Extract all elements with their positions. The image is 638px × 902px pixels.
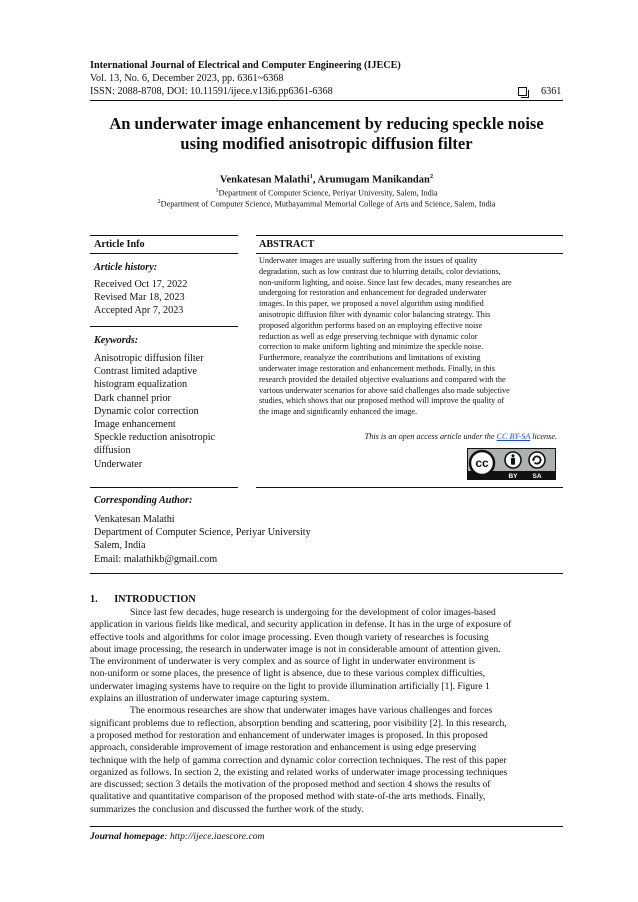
- abstract-line: images. In this paper, we proposed a novel algorithm using modified: [259, 299, 484, 309]
- abstract-line: the image and significantly enhanced the image.: [259, 407, 418, 417]
- keyword-item: Anisotropic diffusion filter: [94, 353, 204, 364]
- corresponding-department: Department of Computer Science, Periyar University: [94, 527, 311, 539]
- abstract-line: Underwater images are usually suffering from the issues of quality: [259, 256, 478, 265]
- title-line-2: using modified anisotropic diffusion filter: [180, 134, 473, 153]
- body-line: effective tools and algorithms for color image processing. Even though variety of researches is focusing: [90, 631, 489, 643]
- abstract-bottom-rule: [256, 487, 563, 488]
- abstract-line: various underwater scenarios for above said challenges also made subjective: [259, 385, 510, 395]
- body-line: organized as follows. In section 2, the existing and related works of underwater image processing techniques: [90, 766, 508, 778]
- oa-suffix: license.: [530, 432, 557, 441]
- cc-by-sa-badge-icon[interactable]: [467, 448, 556, 480]
- body-line: qualitative and quantitative comparison of the proposed method with state-of-the arts methods. Finally,: [90, 791, 486, 803]
- page-number: 6361: [541, 86, 562, 97]
- author-1: Venkatesan Malathi: [219, 174, 310, 186]
- journal-homepage: [90, 831, 264, 842]
- page-marker: [518, 86, 561, 97]
- keyword-item: diffusion: [94, 445, 131, 457]
- keywords-list: [94, 352, 215, 471]
- keyword-item: Contrast limited adaptive: [94, 366, 197, 378]
- body-line: underwater imaging systems have to require on the light to provide illumination artificially [1]. Figure 1: [90, 680, 490, 692]
- body-line: a proposed method for restoration and enhancement of underwater images is proposed. In this proposed: [90, 729, 488, 741]
- corresponding-bottom-rule: [90, 573, 563, 574]
- oa-prefix: This is an open access article under the: [364, 432, 497, 441]
- corresponding-email[interactable]: Email: malathikb@gmail.com: [94, 553, 218, 565]
- abstract-line: research provided the detailed objective evaluations and compared with the: [259, 374, 506, 384]
- author-1-sup: 1: [309, 173, 313, 180]
- abstract-body: [259, 256, 559, 418]
- article-info-rule: [90, 253, 238, 254]
- body-line: significant problems due to reflection, absorption bending and scattering, poor visibility [2]. In this research,: [90, 717, 507, 729]
- abstract-rule: [256, 253, 563, 254]
- affiliation-2-text: Department of Computer Science, Muthayammal Memorial College of Arts and Science, Salem, India: [160, 199, 496, 209]
- article-history: [94, 278, 187, 318]
- body-line: approach, considerable improvement of image restoration and enhancement is using edge preserving: [90, 742, 477, 754]
- page-box-icon: [518, 87, 527, 96]
- body-line: Since last few decades, huge research is undergoing for the development of color images-based: [130, 607, 496, 618]
- abstract-line: anisotropic diffusion filter with dynamic color balancing strategy. This: [259, 309, 491, 319]
- keyword-item: Underwater: [94, 458, 143, 470]
- open-access-notice: [259, 432, 557, 441]
- author-2: Arumugam Manikandan: [317, 174, 430, 186]
- paper-title: [90, 114, 563, 154]
- body-line: summarizes the conclusion and discussed the further work of the study.: [90, 803, 364, 815]
- body-line: The environment of underwater is very complex and as source of light in underwater environment is: [90, 656, 475, 668]
- introduction-body: [90, 607, 563, 816]
- revised-date: Revised Mar 18, 2023: [94, 292, 185, 304]
- article-info-heading: Article Info: [94, 239, 145, 250]
- body-line: technique with the help of gamma correction and dynamic color correction techniques. The rest of this paper: [90, 754, 507, 766]
- affiliation-1-text: Department of Computer Science, Periyar University, Salem, India: [218, 188, 438, 198]
- keyword-item: Speckle reduction anisotropic: [94, 432, 216, 444]
- homepage-url[interactable]: : http://ijece.iaescore.com: [164, 831, 265, 842]
- accepted-date: Accepted Apr 7, 2023: [94, 305, 184, 317]
- cc-by-sa-link[interactable]: CC BY-SA: [496, 432, 531, 441]
- badge-by-label: BY: [508, 473, 518, 480]
- article-info-top-rule: [90, 235, 238, 236]
- keywords-rule: [90, 326, 238, 327]
- badge-sa-label: SA: [532, 473, 542, 480]
- footer-rule: [90, 826, 563, 827]
- body-line: about image processing, the research in underwater image is not in considerable amount of attention given.: [90, 643, 501, 655]
- affiliation-2: [90, 197, 563, 210]
- keyword-item: Image enhancement: [94, 419, 176, 431]
- corresponding-author-label: Corresponding Author:: [94, 495, 193, 506]
- header-divider: [90, 100, 563, 101]
- keyword-item: Dark channel prior: [94, 392, 171, 404]
- abstract-line: degradation, such as low contrast due to blurring details, color deviations,: [259, 266, 501, 276]
- body-line: The enormous researches are show that underwater images have various challenges and forces: [130, 705, 493, 717]
- title-line-1: An underwater image enhancement by reducing speckle noise: [109, 114, 544, 133]
- volume-info: Vol. 13, No. 6, December 2023, pp. 6361~6368: [90, 73, 284, 84]
- abstract-line: studies, which shows that our proposed method will improve the quality of: [259, 396, 505, 406]
- introduction-heading: [90, 594, 196, 605]
- section-number: 1.: [90, 594, 98, 605]
- abstract-line: correction to make uniform lighting and minimize the speckle noise.: [259, 342, 484, 352]
- cc-glyph: cc: [475, 456, 489, 471]
- corresponding-location: Salem, India: [94, 540, 146, 552]
- author-separator: ,: [312, 174, 318, 186]
- keywords-label: Keywords:: [94, 335, 139, 346]
- corresponding-author-details: [94, 513, 311, 566]
- authors: [90, 173, 563, 186]
- body-line: are discussed; section 3 details the motivation of the proposed method and section 4 shows the results of: [90, 779, 491, 791]
- author-2-sup: 2: [429, 173, 434, 180]
- abstract-top-rule: [256, 235, 563, 236]
- keyword-item: Dynamic color correction: [94, 405, 199, 417]
- abstract-line: undergoing for restoration and enhancement for degraded underwater: [259, 288, 487, 298]
- abstract-line: underwater image restoration and enhancement methods. Finally, in this: [259, 363, 495, 373]
- corresponding-name: Venkatesan Malathi: [94, 514, 175, 525]
- section-title: INTRODUCTION: [114, 594, 196, 605]
- affiliation-2-sup: 2: [157, 198, 161, 205]
- abstract-heading: ABSTRACT: [259, 239, 315, 250]
- body-line: explains an illustration of underwater image capturing system.: [90, 693, 330, 705]
- abstract-line: non-uniform lighting, and noise. Since last few decades, many researches are: [259, 277, 512, 287]
- abstract-line: Furthermore, reanalyze the contributions and limitations of existing: [259, 353, 481, 363]
- abstract-line: proposed algorithm performs based on an employing effective noise: [259, 320, 483, 330]
- article-info-bottom-rule: [90, 487, 238, 488]
- issn-doi: ISSN: 2088-8708, DOI: 10.11591/ijece.v13i6.pp6361-6368: [90, 86, 333, 97]
- homepage-label: Journal homepage: [90, 831, 165, 842]
- received-date: Received Oct 17, 2022: [94, 279, 188, 290]
- body-line: application in various fields like medical, and security application in defense. It has in the urge of exposure of: [90, 619, 512, 631]
- keyword-item: histogram equalization: [94, 379, 188, 391]
- article-history-label: Article history:: [94, 262, 158, 273]
- abstract-line: reduction as well as edge preserving technique with dynamic color: [259, 331, 478, 341]
- affiliation-1-sup: 1: [215, 187, 219, 194]
- body-line: non-uniform or some places, the presence of light is absence, due to these various complex difficulties,: [90, 668, 486, 680]
- journal-title: International Journal of Electrical and Computer Engineering (IJECE): [90, 60, 401, 71]
